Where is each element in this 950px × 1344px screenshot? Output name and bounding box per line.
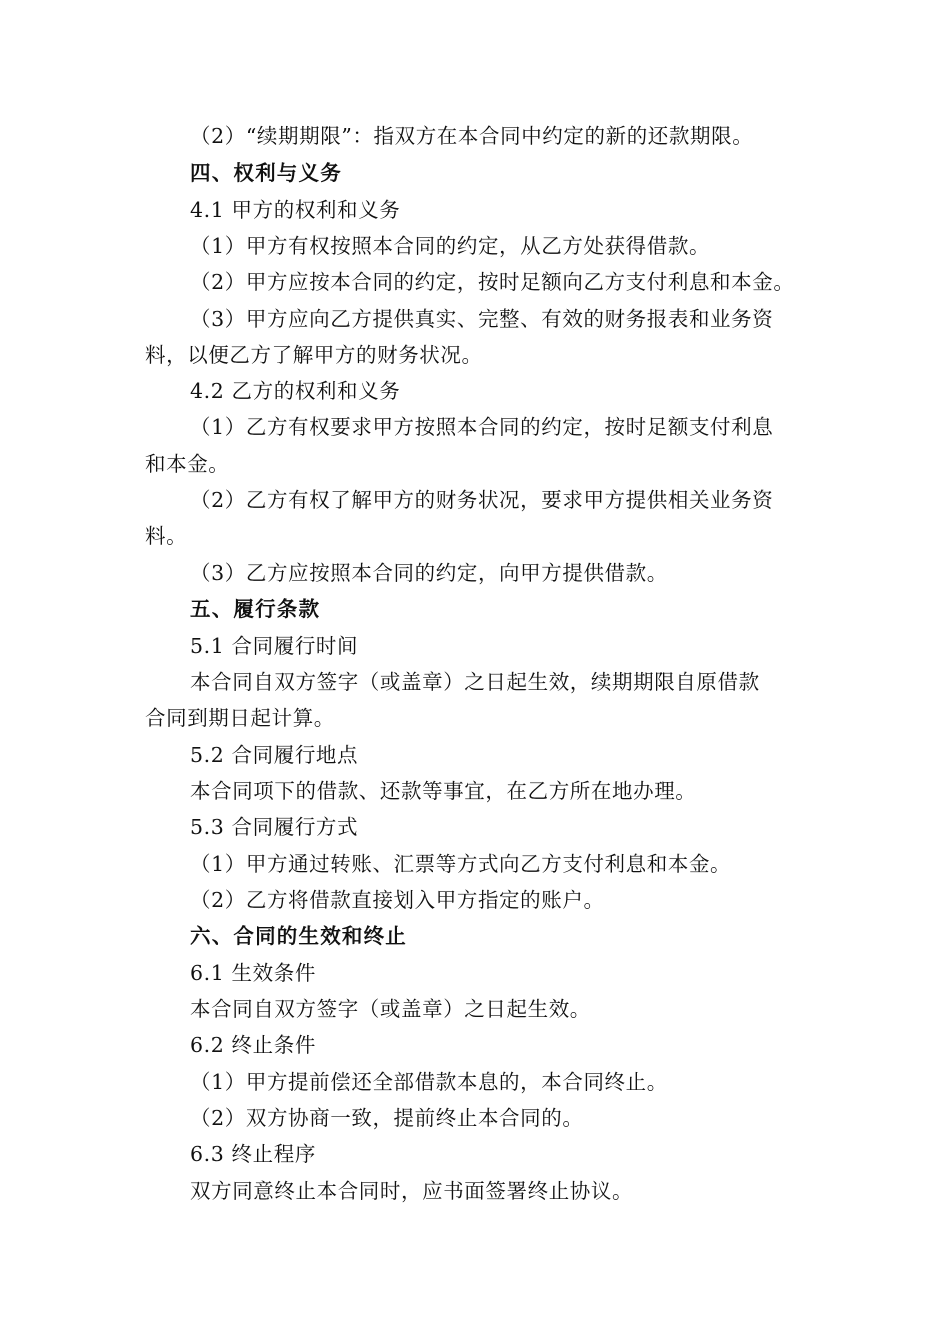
clause-5-1-title: 5.1 合同履行时间 [190,634,359,658]
clause-3-2-definition: （2）“续期期限”：指双方在本合同中约定的新的还款期限。 [190,124,754,148]
clause-4-1-item-2: （2）甲方应按本合同的约定，按时足额向乙方支付利息和本金。 [190,270,795,294]
clause-5-1-text-cont: 合同到期日起计算。 [145,706,335,730]
clause-6-3-title: 6.3 终止程序 [190,1142,316,1166]
clause-4-2-item-2: （2）乙方有权了解甲方的财务状况，要求甲方提供相关业务资 [190,488,774,512]
section-4-heading: 四、权利与义务 [190,161,342,185]
clause-5-3-title: 5.3 合同履行方式 [190,815,359,839]
clause-4-1-item-1: （1）甲方有权按照本合同的约定，从乙方处获得借款。 [190,234,711,258]
clause-4-2-item-3: （3）乙方应按照本合同的约定，向甲方提供借款。 [190,561,668,585]
clause-4-2-title: 4.2 乙方的权利和义务 [190,379,401,403]
clause-6-2-item-1: （1）甲方提前偿还全部借款本息的，本合同终止。 [190,1070,668,1094]
clause-4-2-item-1: （1）乙方有权要求甲方按照本合同的约定，按时足额支付利息 [190,415,774,439]
clause-5-3-item-1: （1）甲方通过转账、汇票等方式向乙方支付利息和本金。 [190,852,732,876]
section-5-heading: 五、履行条款 [190,597,321,621]
clause-4-1-title: 4.1 甲方的权利和义务 [190,198,401,222]
clause-6-2-item-2: （2）双方协商一致，提前终止本合同的。 [190,1106,584,1130]
clause-5-2-title: 5.2 合同履行地点 [190,743,359,767]
clause-5-2-text: 本合同项下的借款、还款等事宜，在乙方所在地办理。 [190,779,697,803]
clause-5-1-text: 本合同自双方签字（或盖章）之日起生效，续期期限自原借款 [190,670,760,694]
clause-6-1-text: 本合同自双方签字（或盖章）之日起生效。 [190,997,591,1021]
clause-5-3-item-2: （2）乙方将借款直接划入甲方指定的账户。 [190,888,605,912]
section-6-heading: 六、合同的生效和终止 [190,924,407,948]
clause-4-2-item-2-cont: 料。 [145,524,188,548]
clause-6-3-text: 双方同意终止本合同时，应书面签署终止协议。 [190,1179,634,1203]
clause-4-2-item-1-cont: 和本金。 [145,452,230,476]
clause-4-1-item-3-cont: 料，以便乙方了解甲方的财务状况。 [145,343,483,367]
clause-6-2-title: 6.2 终止条件 [190,1033,316,1057]
clause-4-1-item-3: （3）甲方应向乙方提供真实、完整、有效的财务报表和业务资 [190,307,774,331]
clause-6-1-title: 6.1 生效条件 [190,961,316,985]
